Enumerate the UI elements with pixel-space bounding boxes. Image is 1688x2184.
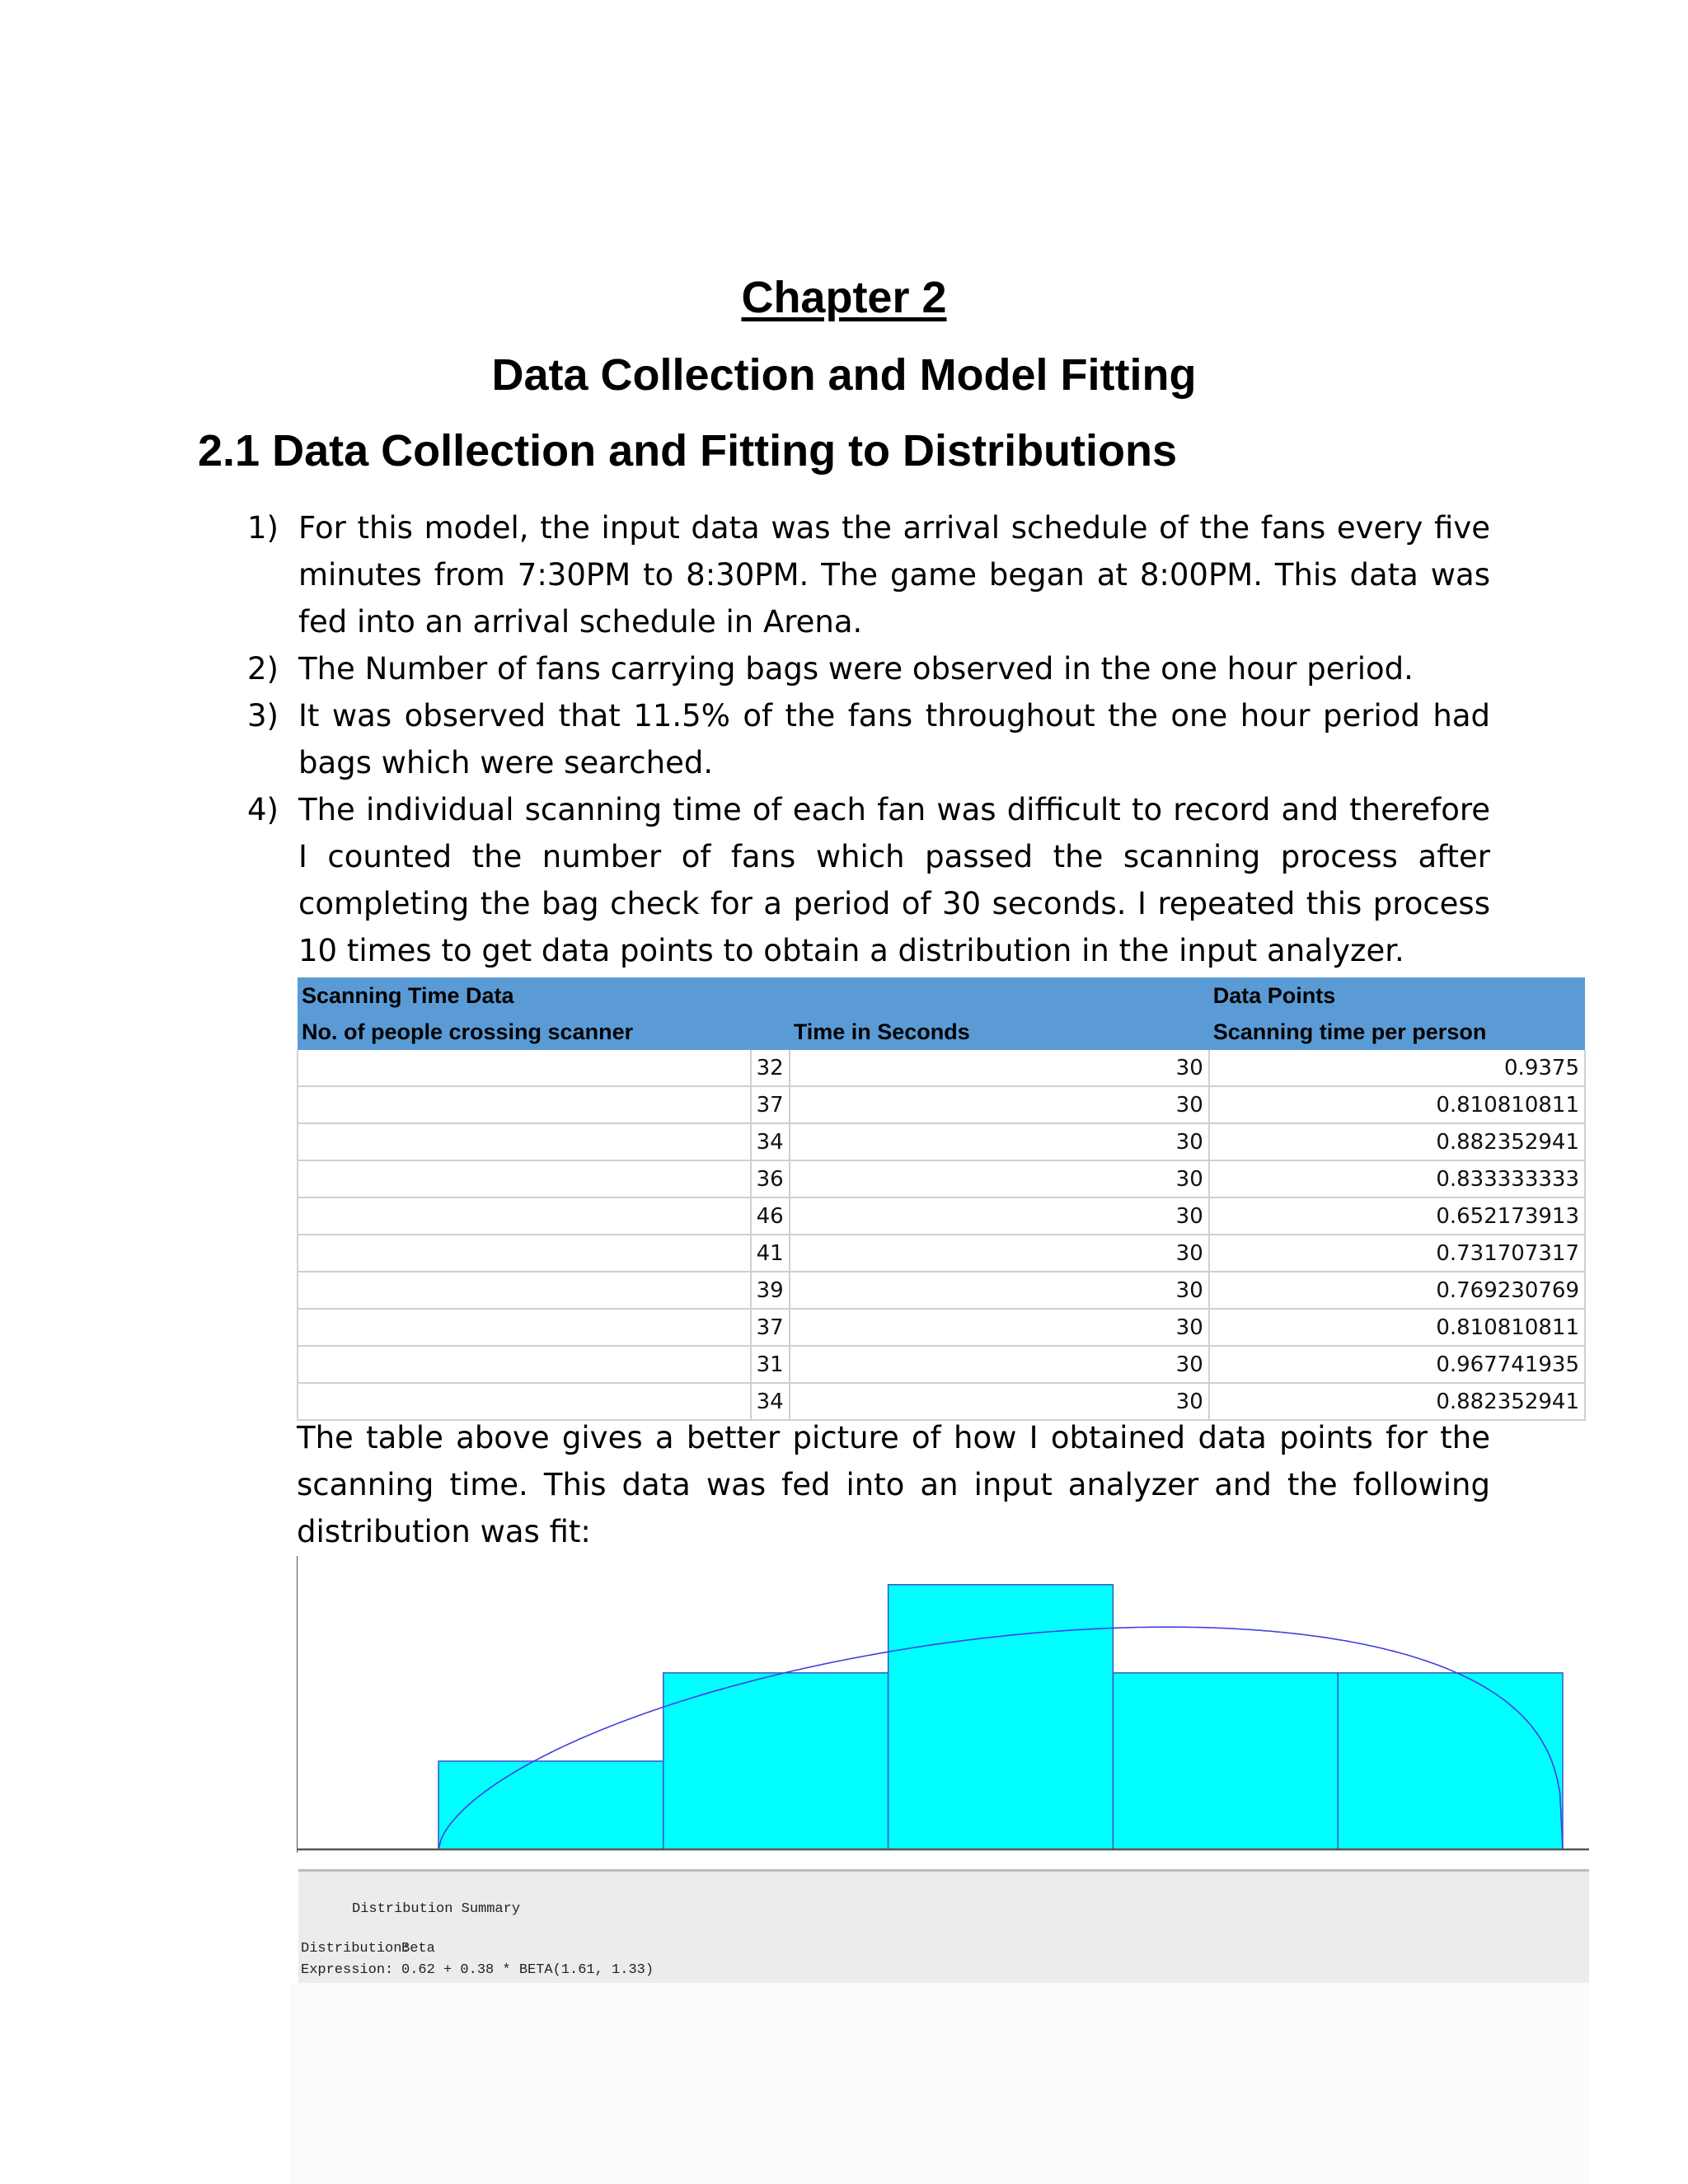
histogram-bar: [1338, 1673, 1563, 1849]
table-cell: 30: [790, 1086, 1209, 1123]
table-cell: [298, 1197, 751, 1235]
distribution-label: Distribution:: [301, 1941, 410, 1957]
histogram-bar: [1113, 1673, 1338, 1849]
list-item-number: 2): [247, 651, 279, 687]
table-header-cell: No. of people crossing scanner: [298, 1014, 790, 1050]
list-item-number: 1): [247, 510, 279, 546]
distribution-value: Beta: [401, 1941, 435, 1957]
table-header-cell: Data Points: [1209, 977, 1585, 1014]
histogram-bar: [438, 1761, 663, 1849]
table-cell: 0.652173913: [1209, 1197, 1585, 1235]
table-cell: 30: [790, 1309, 1209, 1346]
table-row: [298, 1160, 1585, 1197]
table-row: [298, 1346, 1585, 1383]
table-row: [298, 1123, 1585, 1160]
table-row: [298, 1086, 1585, 1123]
table-header-cell: Scanning time per person: [1209, 1014, 1585, 1050]
summary-distribution-row: [301, 1941, 435, 1957]
table-cell: 30: [790, 1346, 1209, 1383]
table-cell: 0.810810811: [1209, 1309, 1585, 1346]
histogram-svg: [297, 1556, 1589, 1853]
chapter-title: Chapter 2: [741, 273, 947, 322]
list-item-number: 3): [247, 698, 279, 733]
table-cell: [298, 1272, 751, 1309]
summary-title: Distribution Summary: [352, 1901, 521, 1917]
table-cell: 46: [751, 1197, 790, 1235]
list-item-text: It was observed that 11.5% of the fans throughout the one hour period had bags which were searched.: [298, 698, 1490, 780]
table-cell: [298, 1235, 751, 1272]
table-cell: 31: [751, 1346, 790, 1383]
table-cell: 0.810810811: [1209, 1086, 1585, 1123]
table-header-row: [298, 977, 1585, 1014]
table-cell: 37: [751, 1086, 790, 1123]
summary-expression-row: [301, 1962, 654, 1978]
table-header-row: [298, 1014, 1585, 1050]
list-item: [247, 692, 1490, 786]
table-row: [298, 1235, 1585, 1272]
table-cell: 0.882352941: [1209, 1383, 1585, 1420]
table-cell: 32: [751, 1050, 790, 1086]
histogram-bar: [663, 1673, 889, 1849]
table-cell: 30: [790, 1050, 1209, 1086]
table-cell: 30: [790, 1235, 1209, 1272]
table-row: [298, 1197, 1585, 1235]
table-row: [298, 1050, 1585, 1086]
table-cell: 0.833333333: [1209, 1160, 1585, 1197]
table-row: [298, 1272, 1585, 1309]
table-cell: 0.769230769: [1209, 1272, 1585, 1309]
table-cell: 0.731707317: [1209, 1235, 1585, 1272]
table-cell: [298, 1123, 751, 1160]
page-bottom-area: [290, 1983, 1589, 2184]
table-cell: 34: [751, 1123, 790, 1160]
table-cell: 30: [790, 1197, 1209, 1235]
table-cell: [298, 1086, 751, 1123]
table-cell: 34: [751, 1383, 790, 1420]
table-cell: 0.882352941: [1209, 1123, 1585, 1160]
table-cell: 30: [790, 1272, 1209, 1309]
table-header-cell: [790, 977, 1209, 1014]
body-paragraph: The table above gives a better picture of how I obtained data points for the scanning time. This data was fed into an input analyzer and the following distribution was fit:: [297, 1420, 1490, 1549]
table-cell: 0.967741935: [1209, 1346, 1585, 1383]
table-cell: 37: [751, 1309, 790, 1346]
list-item-text: The Number of fans carrying bags were observed in the one hour period.: [298, 651, 1414, 687]
table-header-cell: Scanning Time Data: [298, 977, 790, 1014]
expression-value: 0.62 + 0.38 * BETA(1.61, 1.33): [401, 1962, 654, 1978]
table-cell: [298, 1160, 751, 1197]
distribution-summary-panel: [298, 1869, 1589, 1985]
scanning-time-table: [297, 977, 1586, 1421]
table-cell: 36: [751, 1160, 790, 1197]
table-body: [298, 1050, 1585, 1420]
list-item: [247, 645, 1490, 692]
table-header-cell: Time in Seconds: [790, 1014, 1209, 1050]
list-item: [247, 504, 1490, 645]
list-item: [247, 786, 1490, 974]
table-cell: [298, 1050, 751, 1086]
table-row: [298, 1309, 1585, 1346]
table-cell: 30: [790, 1160, 1209, 1197]
section-heading: 2.1 Data Collection and Fitting to Distributions: [198, 426, 1178, 476]
table-cell: 30: [790, 1383, 1209, 1420]
table-cell: 0.9375: [1209, 1050, 1585, 1086]
list-item-text: For this model, the input data was the arrival schedule of the fans every five minutes from 7:30PM to 8:30PM. The game began at 8:00PM. This data was fed into an arrival schedule in Arena.: [298, 510, 1490, 640]
histogram-bar: [889, 1585, 1114, 1849]
list-item-number: 4): [247, 792, 279, 827]
histogram-chart: [297, 1556, 1589, 1853]
table-cell: 39: [751, 1272, 790, 1309]
chapter-subtitle: Data Collection and Model Fitting: [491, 350, 1197, 400]
table-cell: [298, 1309, 751, 1346]
numbered-list: [247, 504, 1490, 974]
list-item-text: The individual scanning time of each fan was difficult to record and therefore I counted the number of fans which passed the scanning process after completing the bag check for a period of 30 seconds. I repeated this process 10 times to get data points to obtain a distribution in the input analyzer.: [298, 792, 1490, 968]
table-cell: 30: [790, 1123, 1209, 1160]
table-cell: 41: [751, 1235, 790, 1272]
table-cell: [298, 1346, 751, 1383]
expression-label: Expression:: [301, 1962, 394, 1978]
